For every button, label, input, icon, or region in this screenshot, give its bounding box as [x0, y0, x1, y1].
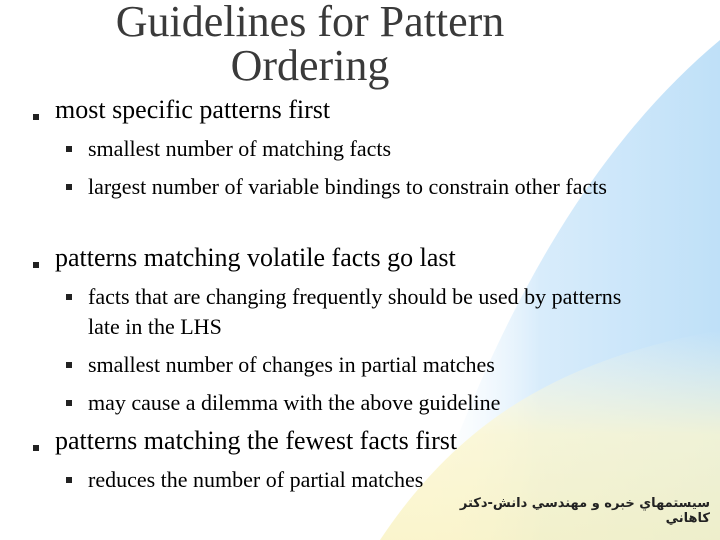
bullet-text: patterns matching volatile facts go last	[55, 243, 456, 272]
sub-bullet-marker	[66, 362, 72, 368]
sub-bullet-marker	[66, 146, 72, 152]
sub-bullet-text: largest number of variable bindings to constrain other facts	[88, 174, 607, 199]
bullet-text: patterns matching the fewest facts first	[55, 426, 458, 455]
sub-bullet-marker	[66, 400, 72, 406]
title-line-1: Guidelines for Pattern	[115, 0, 505, 46]
sub-bullet-text: facts that are changing frequently should be used by patterns late in the LHS	[88, 284, 622, 339]
sub-bullet-text: may cause a dilemma with the above guideline	[88, 390, 501, 415]
bullet-marker	[33, 445, 39, 451]
bullet-marker	[33, 114, 39, 120]
sub-bullet-marker	[66, 477, 72, 483]
sub-bullet-text: reduces the number of partial matches	[88, 467, 424, 492]
sub-bullet-marker	[66, 184, 72, 190]
sub-bullet-marker	[66, 294, 72, 300]
sub-bullet-text: smallest number of changes in partial matches	[88, 352, 495, 377]
title-line-2: Ordering	[230, 41, 390, 90]
sub-bullet-text: smallest number of matching facts	[88, 136, 392, 161]
bullet-marker	[33, 262, 39, 268]
slide-footer: سيستمهاي خبره و مهندسي دانش-دكتر كاهاني	[459, 496, 710, 526]
bullet-text: most specific patterns first	[55, 95, 331, 124]
